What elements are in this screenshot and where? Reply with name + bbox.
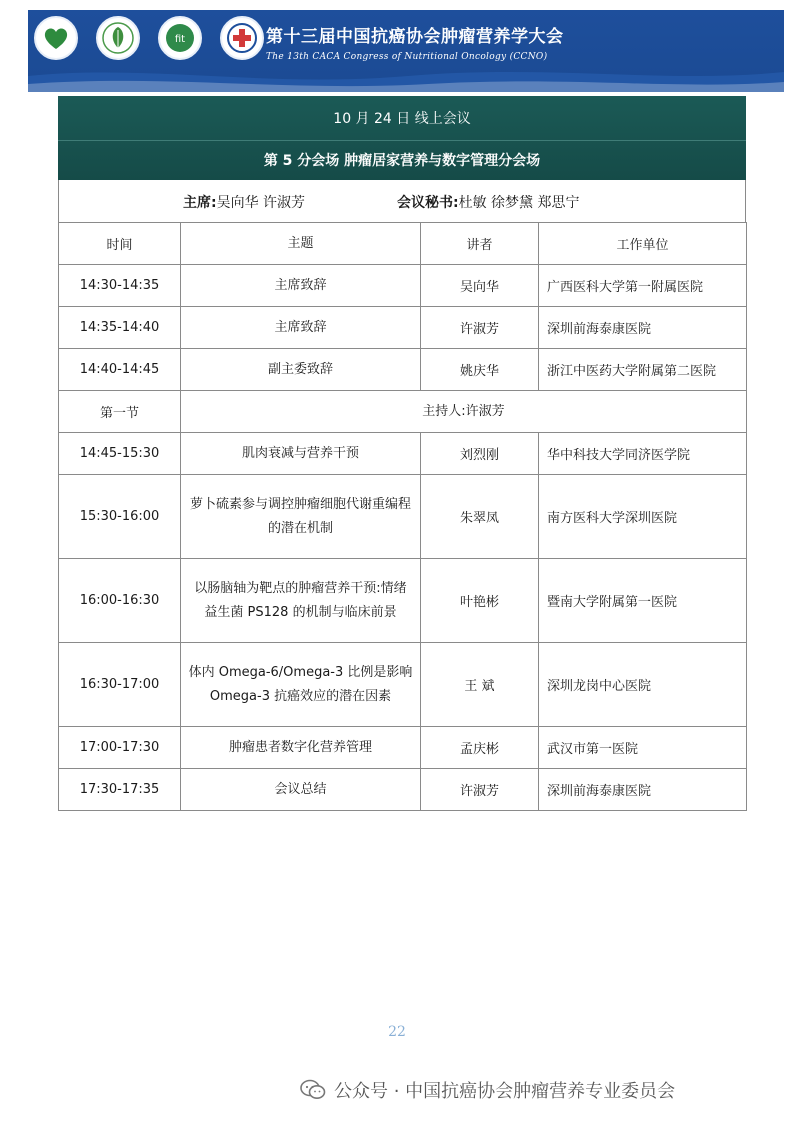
secretary-names: 杜敏 徐梦黛 郑思宁 [458, 195, 580, 211]
wechat-icon [300, 1079, 326, 1101]
chair-info [183, 192, 305, 212]
header-time: 时间 [59, 223, 181, 265]
topic-line: 主席致辞 [274, 319, 327, 335]
red-cross-logo [220, 16, 264, 60]
row-speaker: 许淑芳 [421, 307, 539, 349]
watermark-text: 公众号 · 中国抗癌协会肿瘤营养专业委员会 [334, 1081, 676, 1102]
row-unit: 深圳前海泰康医院 [539, 769, 747, 811]
row-unit: 南方医科大学深圳医院 [539, 475, 747, 559]
topic-line: 体内 Omega-6/Omega-3 比例是影响 [188, 664, 413, 680]
conference-subtitle: The 13th CACA Congress of Nutritional Oncology (CCNO) [266, 52, 548, 62]
row-time: 14:45-15:30 [59, 433, 181, 475]
row-speaker: 吴向华 [421, 265, 539, 307]
row-unit: 深圳龙岗中心医院 [539, 643, 747, 727]
topic-line: 肌肉衰减与营养干预 [241, 445, 359, 461]
row-time: 14:35-14:40 [59, 307, 181, 349]
schedule-table [58, 222, 747, 811]
session-header [58, 96, 746, 180]
row-time: 16:30-17:00 [59, 643, 181, 727]
session-date: 10 月 24 日 线上会议 [333, 111, 471, 127]
table-row [59, 727, 747, 769]
table-row [59, 265, 747, 307]
topic-line: 萝卜硫素参与调控肿瘤细胞代谢重编程 [189, 496, 411, 512]
row-unit: 武汉市第一医院 [539, 727, 747, 769]
row-unit: 暨南大学附属第一医院 [539, 559, 747, 643]
row-topic [181, 349, 421, 391]
table-row [59, 769, 747, 811]
section-row [59, 391, 747, 433]
logo-row [34, 16, 264, 60]
row-time: 17:30-17:35 [59, 769, 181, 811]
row-topic [181, 307, 421, 349]
row-unit: 浙江中医药大学附属第二医院 [539, 349, 747, 391]
conference-title: 第十三届中国抗癌协会肿瘤营养学大会 [266, 27, 564, 47]
row-time: 15:30-16:00 [59, 475, 181, 559]
row-topic [181, 643, 421, 727]
row-topic [181, 769, 421, 811]
row-topic [181, 559, 421, 643]
row-topic [181, 475, 421, 559]
table-row [59, 349, 747, 391]
row-speaker: 姚庆华 [421, 349, 539, 391]
chair-names: 吴向华 许淑芳 [216, 195, 306, 211]
row-speaker: 孟庆彬 [421, 727, 539, 769]
svg-text:fit: fit [174, 34, 186, 45]
row-unit: 深圳前海泰康医院 [539, 307, 747, 349]
row-speaker: 王 斌 [421, 643, 539, 727]
row-speaker: 叶艳彬 [421, 559, 539, 643]
section-host: 主持人:许淑芳 [181, 391, 747, 433]
table-row [59, 475, 747, 559]
row-time: 17:00-17:30 [59, 727, 181, 769]
row-unit: 华中科技大学同济医学院 [539, 433, 747, 475]
table-row [59, 307, 747, 349]
header-topic: 主题 [181, 223, 421, 265]
table-row [59, 559, 747, 643]
row-topic [181, 433, 421, 475]
row-unit: 广西医科大学第一附属医院 [539, 265, 747, 307]
session-venue: 第 5 分会场 肿瘤居家营养与数字管理分会场 [263, 153, 541, 169]
row-speaker: 刘烈刚 [421, 433, 539, 475]
chairs-row [58, 180, 746, 222]
row-speaker: 朱翠凤 [421, 475, 539, 559]
secretary-label: 会议秘书: [397, 195, 459, 211]
row-time: 14:40-14:45 [59, 349, 181, 391]
topic-line: 益生菌 PS128 的机制与临床前景 [204, 604, 397, 620]
banner-wave-decoration [28, 62, 784, 92]
row-speaker: 许淑芳 [421, 769, 539, 811]
table-header-row [59, 223, 747, 265]
table-row [59, 643, 747, 727]
topic-line: 的潜在机制 [267, 520, 333, 536]
row-topic [181, 727, 421, 769]
green-leaf-logo [96, 16, 140, 60]
header-unit: 工作单位 [539, 223, 747, 265]
watermark [300, 1076, 675, 1104]
chair-label: 主席: [183, 195, 217, 211]
heart-leaf-logo [34, 16, 78, 60]
table-row [59, 433, 747, 475]
topic-line: 主席致辞 [274, 277, 327, 293]
page-number: 22 [388, 1024, 406, 1040]
topic-line: 以肠脑轴为靶点的肿瘤营养干预:情绪 [194, 580, 407, 596]
section-name: 第一节 [59, 391, 181, 433]
topic-line: 会议总结 [274, 781, 327, 797]
row-topic [181, 265, 421, 307]
fit-logo [158, 16, 202, 60]
row-time: 16:00-16:30 [59, 559, 181, 643]
topic-line: 副主委致辞 [267, 361, 333, 377]
row-time: 14:30-14:35 [59, 265, 181, 307]
header-speaker: 讲者 [421, 223, 539, 265]
topic-line: Omega-3 抗癌效应的潜在因素 [209, 688, 392, 704]
topic-line: 肿瘤患者数字化营养管理 [228, 739, 372, 755]
header-divider [58, 140, 746, 141]
secretary-info [397, 192, 580, 212]
conference-banner [28, 10, 784, 92]
